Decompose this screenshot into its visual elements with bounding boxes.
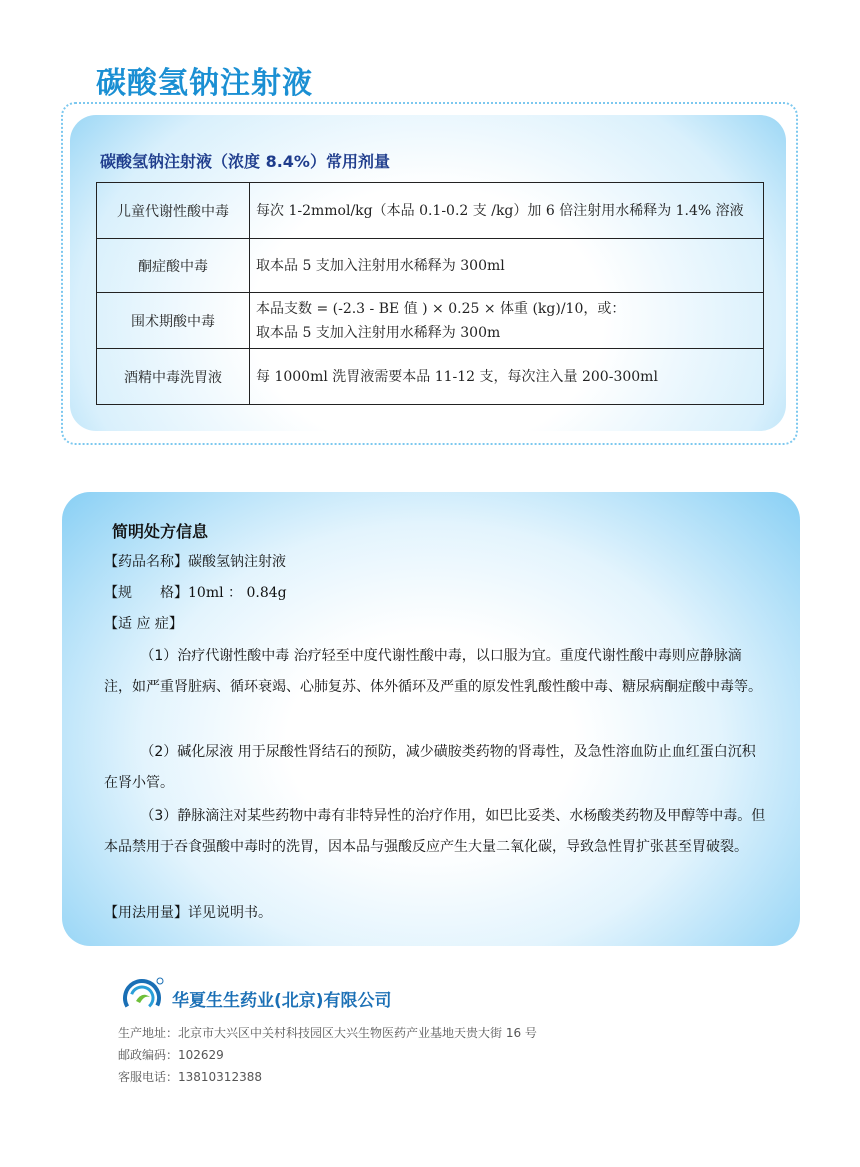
dose-line: 本品支数 = (-2.3 - BE 值 ) × 0.25 × 体重 (kg)/10，或： (256, 300, 626, 317)
indication-label: 【适 应 症】 (104, 616, 183, 632)
drug-name-label: 【药品名称】 (104, 554, 188, 570)
spec-row (104, 582, 287, 602)
dose-line: 取本品 5 支加入注射用水稀释为 300m (256, 324, 501, 341)
dose-line: 取本品 5 支加入注射用水稀释为 300ml (256, 257, 505, 274)
company-phone: 客服电话：13810312388 (118, 1070, 262, 1084)
indication-paragraph-2: （2）碱化尿液 用于尿酸性肾结石的预防，减少磺胺类药物的肾毒性，及急性溶血防止血红蛋白沉积在肾小管。 (104, 744, 756, 791)
spec-value: 10ml ： 0.84g (188, 585, 287, 601)
table-row (97, 293, 764, 349)
table-row (97, 349, 764, 405)
company-name: 华夏生生药业(北京)有限公司 (172, 991, 392, 1011)
table-cell-case: 儿童代谢性酸中毒 (97, 183, 250, 239)
table-cell-dose (250, 183, 764, 239)
company-address: 生产地址：北京市大兴区中关村科技园区大兴生物医药产业基地天贵大街 16 号 (118, 1026, 537, 1040)
company-logo-icon (120, 975, 166, 1017)
usage-value: 详见说明书。 (188, 905, 272, 921)
table-cell-case: 酒精中毒洗胃液 (97, 349, 250, 405)
dosage-table (96, 182, 764, 405)
drug-name-value: 碳酸氢钠注射液 (188, 554, 286, 570)
table-cell-case: 围术期酸中毒 (97, 293, 250, 349)
indication-paragraph-3: （3）静脉滴注对某些药物中毒有非特异性的治疗作用，如巴比妥类、水杨酸类药物及甲醇等中毒。但本品禁用于吞食强酸中毒时的洗胃，因本品与强酸反应产生大量二氧化碳，导致急性胃扩张甚至胃破裂。 (104, 808, 766, 855)
table-cell-dose (250, 293, 764, 349)
prescribing-title: 简明处方信息 (112, 522, 209, 541)
dose-line: 每 1000ml 洗胃液需要本品 11-12 支，每次注入量 200-300ml (256, 368, 658, 385)
page-title: 碳酸氢钠注射液 (96, 66, 313, 101)
usage-row (104, 902, 272, 922)
company-postcode: 邮政编码：102629 (118, 1048, 224, 1062)
dosage-heading: 碳酸氢钠注射液（浓度 8.4%）常用剂量 (100, 152, 390, 171)
usage-label: 【用法用量】 (104, 905, 188, 921)
drug-name-row (104, 551, 286, 571)
indication-paragraph-1: （1）治疗代谢性酸中毒 治疗轻至中度代谢性酸中毒，以口服为宜。重度代谢性酸中毒则应静脉滴注，如严重肾脏病、循环衰竭、心肺复苏、体外循环及严重的原发性乳酸性酸中毒、糖尿病酮症酸中毒等。 (104, 648, 762, 695)
table-row (97, 183, 764, 239)
table-cell-dose (250, 349, 764, 405)
dose-line: 每次 1-2mmol/kg（本品 0.1-0.2 支 /kg）加 6 倍注射用水稀释为 1.4% 溶液 (256, 202, 744, 219)
spec-label: 【规 格】 (104, 585, 188, 601)
table-cell-dose (250, 239, 764, 293)
table-row (97, 239, 764, 293)
table-cell-case: 酮症酸中毒 (97, 239, 250, 293)
